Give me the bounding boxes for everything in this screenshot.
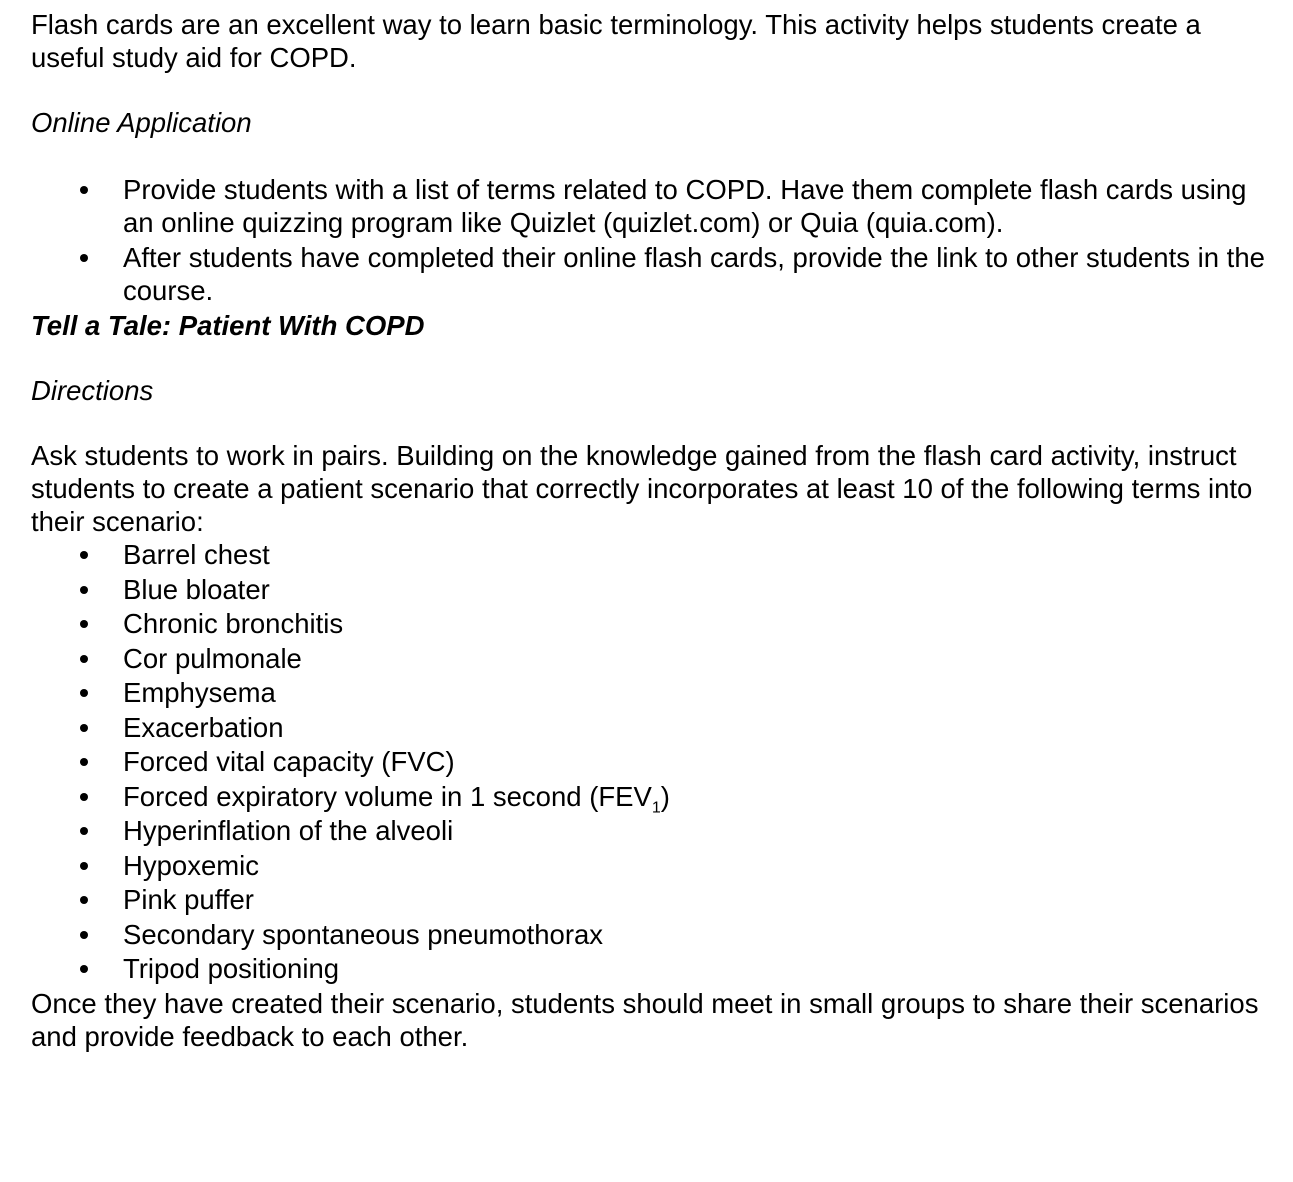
- directions-heading: Directions: [31, 375, 154, 406]
- bullet-icon: [80, 254, 88, 262]
- term-item: [31, 711, 1271, 746]
- bullet-icon: [80, 551, 88, 559]
- fev-subscript: 1: [651, 799, 661, 816]
- online-application-list: [31, 173, 1271, 307]
- term-text: Blue bloater: [123, 573, 270, 605]
- bullet-icon: [80, 862, 88, 870]
- list-item-text: After students have completed their online flash cards, provide the link to other students in the course.: [123, 242, 1265, 306]
- term-item: [31, 607, 1271, 642]
- bullet-icon: [80, 793, 88, 801]
- online-application-heading: Online Application: [31, 107, 252, 138]
- terms-list: [31, 538, 1271, 987]
- document-page: [31, 8, 1271, 1053]
- term-text: Barrel chest: [123, 539, 270, 570]
- bullet-icon: [80, 827, 88, 835]
- term-text: Emphysema: [123, 677, 276, 708]
- term-item: [31, 918, 1271, 953]
- term-item: [31, 642, 1271, 677]
- bullet-icon: [80, 586, 88, 594]
- term-text: Hyperinflation of the alveoli: [123, 815, 454, 846]
- term-text: Tripod positioning: [123, 953, 340, 984]
- bullet-icon: [80, 689, 88, 697]
- section-title: Tell a Tale: Patient With COPD: [31, 310, 425, 341]
- term-item: [31, 780, 1271, 815]
- bullet-icon: [80, 896, 88, 904]
- term-item: [31, 814, 1271, 849]
- bullet-icon: [80, 655, 88, 663]
- directions-paragraph: Ask students to work in pairs. Building on the knowledge gained from the flash card activity, instruct students to create a patient scenario that correctly incorporates at least 10 of the following terms into their scenario:: [31, 440, 1253, 537]
- term-item: [31, 883, 1271, 918]
- closing-paragraph: Once they have created their scenario, students should meet in small groups to share their scenarios and provide feedback to each other.: [31, 987, 1259, 1052]
- term-text: Pink puffer: [123, 884, 254, 915]
- term-item: [31, 676, 1271, 711]
- bullet-icon: [80, 931, 88, 939]
- term-item: [31, 849, 1271, 884]
- bullet-icon: [80, 620, 88, 628]
- term-text: Secondary spontaneous pneumothorax: [123, 918, 604, 950]
- term-item: [31, 573, 1271, 608]
- term-item: [31, 952, 1271, 987]
- term-text: Cor pulmonale: [123, 642, 302, 674]
- term-text: Forced expiratory volume in 1 second (FEV: [123, 780, 652, 812]
- list-item: [31, 173, 1271, 239]
- list-item-text: Provide students with a list of terms related to COPD. Have them complete flash cards using an online quizzing program like Quizlet (quizlet.com) or Quia (quia.com).: [123, 174, 1247, 238]
- fev-suffix: ): [660, 780, 670, 812]
- bullet-icon: [80, 186, 88, 194]
- term-text: Hypoxemic: [123, 849, 260, 881]
- term-text: Chronic bronchitis: [123, 608, 344, 639]
- term-text: Forced vital capacity (FVC): [123, 746, 455, 777]
- term-item: [31, 538, 1271, 573]
- term-item: [31, 745, 1271, 780]
- intro-paragraph: Flash cards are an excellent way to learn basic terminology. This activity helps students create a useful study aid for COPD.: [31, 9, 1201, 73]
- list-item: [31, 241, 1271, 307]
- term-text: Exacerbation: [123, 711, 284, 743]
- bullet-icon: [80, 965, 88, 973]
- bullet-icon: [80, 758, 88, 766]
- bullet-icon: [80, 724, 88, 732]
